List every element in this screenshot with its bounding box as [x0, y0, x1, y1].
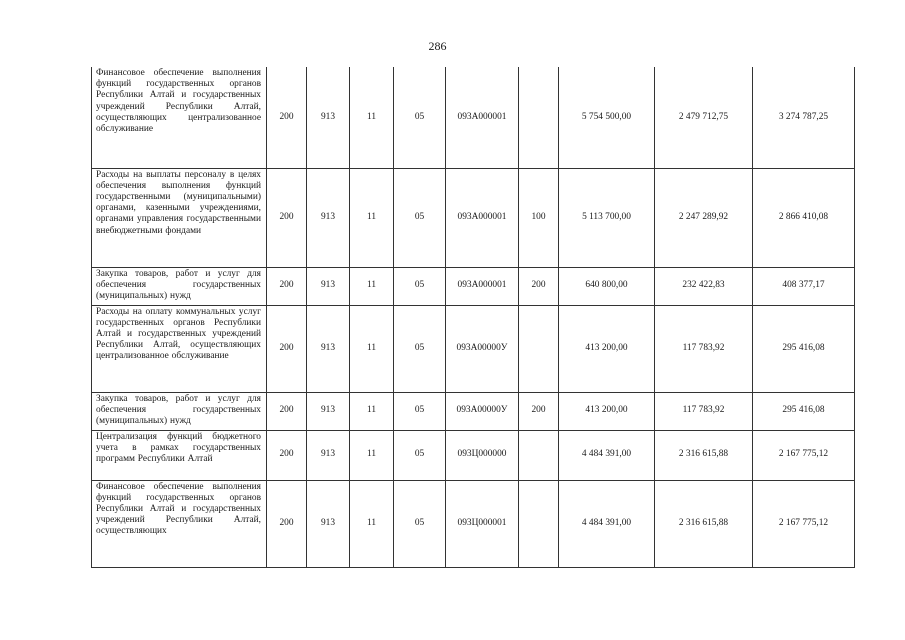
- cell-amount-2: 2 479 712,75: [655, 67, 753, 168]
- table-row: [92, 430, 855, 480]
- row-description: Расходы на выплаты персоналу в целях обеспечения выполнения функций государственными (муниципальными) органами, казенными учреждениями, органами управления государственными внебюджетными фондами: [92, 168, 267, 267]
- cell-code-1: 200: [267, 267, 307, 305]
- cell-code-1: 200: [267, 305, 307, 392]
- cell-code-1: 200: [267, 168, 307, 267]
- cell-code-1: 200: [267, 67, 307, 168]
- cell-expense-type: [519, 305, 559, 392]
- cell-amount-2: 2 247 289,92: [655, 168, 753, 267]
- cell-amount-2: 117 783,92: [655, 392, 753, 430]
- table-row: [92, 480, 855, 567]
- cell-code-4: 05: [394, 480, 446, 567]
- cell-amount-1: 5 754 500,00: [559, 67, 655, 168]
- cell-expense-type: 100: [519, 168, 559, 267]
- cell-code-4: 05: [394, 267, 446, 305]
- cell-code-2: 913: [307, 67, 350, 168]
- table-row: [92, 392, 855, 430]
- row-description: Централизация функций бюджетного учета в рамках государственных программ Республики Алтай: [92, 430, 267, 480]
- cell-amount-2: 2 316 615,88: [655, 430, 753, 480]
- cell-code-4: 05: [394, 430, 446, 480]
- cell-target-article: 093А00000У: [446, 392, 519, 430]
- cell-code-2: 913: [307, 480, 350, 567]
- cell-amount-1: 413 200,00: [559, 392, 655, 430]
- cell-expense-type: [519, 67, 559, 168]
- cell-target-article: 093А000001: [446, 168, 519, 267]
- cell-expense-type: [519, 480, 559, 567]
- cell-code-3: 11: [350, 392, 394, 430]
- cell-amount-3: 3 274 787,25: [753, 67, 855, 168]
- cell-amount-2: 232 422,83: [655, 267, 753, 305]
- cell-code-2: 913: [307, 430, 350, 480]
- cell-amount-1: 413 200,00: [559, 305, 655, 392]
- cell-code-4: 05: [394, 67, 446, 168]
- cell-amount-1: 640 800,00: [559, 267, 655, 305]
- cell-code-3: 11: [350, 168, 394, 267]
- cell-code-3: 11: [350, 305, 394, 392]
- cell-code-3: 11: [350, 267, 394, 305]
- row-description: Закупка товаров, работ и услуг для обеспечения государственных (муниципальных) нужд: [92, 392, 267, 430]
- row-description: Финансовое обеспечение выполнения функций государственных органов Республики Алтай и государственных учреждений Республики Алтай, осуществляющих централизованное обслуживание: [92, 67, 267, 168]
- cell-amount-3: 2 167 775,12: [753, 480, 855, 567]
- row-description: Закупка товаров, работ и услуг для обеспечения государственных (муниципальных) нужд: [92, 267, 267, 305]
- cell-code-2: 913: [307, 168, 350, 267]
- cell-amount-3: 408 377,17: [753, 267, 855, 305]
- table-row: [92, 168, 855, 267]
- page-number: 286: [428, 39, 447, 53]
- cell-target-article: 093Ц000000: [446, 430, 519, 480]
- cell-expense-type: 200: [519, 267, 559, 305]
- cell-expense-type: [519, 430, 559, 480]
- cell-code-1: 200: [267, 430, 307, 480]
- cell-code-2: 913: [307, 305, 350, 392]
- cell-amount-3: 2 866 410,08: [753, 168, 855, 267]
- cell-code-1: 200: [267, 392, 307, 430]
- cell-code-3: 11: [350, 430, 394, 480]
- cell-code-4: 05: [394, 392, 446, 430]
- cell-target-article: 093А000001: [446, 67, 519, 168]
- cell-expense-type: 200: [519, 392, 559, 430]
- cell-target-article: 093А00000У: [446, 305, 519, 392]
- table-row: [92, 67, 855, 168]
- row-description: Расходы на оплату коммунальных услуг государственных органов Республики Алтай и государственных учреждений Республики Алтай, осуществляющих централизованное обслуживание: [92, 305, 267, 392]
- cell-amount-2: 2 316 615,88: [655, 480, 753, 567]
- cell-code-3: 11: [350, 480, 394, 567]
- cell-code-2: 913: [307, 392, 350, 430]
- cell-code-1: 200: [267, 480, 307, 567]
- cell-amount-1: 5 113 700,00: [559, 168, 655, 267]
- cell-code-2: 913: [307, 267, 350, 305]
- cell-amount-2: 117 783,92: [655, 305, 753, 392]
- budget-table: [91, 67, 855, 568]
- cell-target-article: 093Ц000001: [446, 480, 519, 567]
- cell-amount-1: 4 484 391,00: [559, 430, 655, 480]
- cell-amount-1: 4 484 391,00: [559, 480, 655, 567]
- cell-code-4: 05: [394, 168, 446, 267]
- table-row: [92, 305, 855, 392]
- cell-code-4: 05: [394, 305, 446, 392]
- cell-code-3: 11: [350, 67, 394, 168]
- row-description: Финансовое обеспечение выполнения функций государственных органов Республики Алтай и государственных учреждений Республики Алтай, осуществляющих: [92, 480, 267, 567]
- cell-amount-3: 295 416,08: [753, 305, 855, 392]
- cell-amount-3: 2 167 775,12: [753, 430, 855, 480]
- table-row: [92, 267, 855, 305]
- cell-amount-3: 295 416,08: [753, 392, 855, 430]
- cell-target-article: 093А000001: [446, 267, 519, 305]
